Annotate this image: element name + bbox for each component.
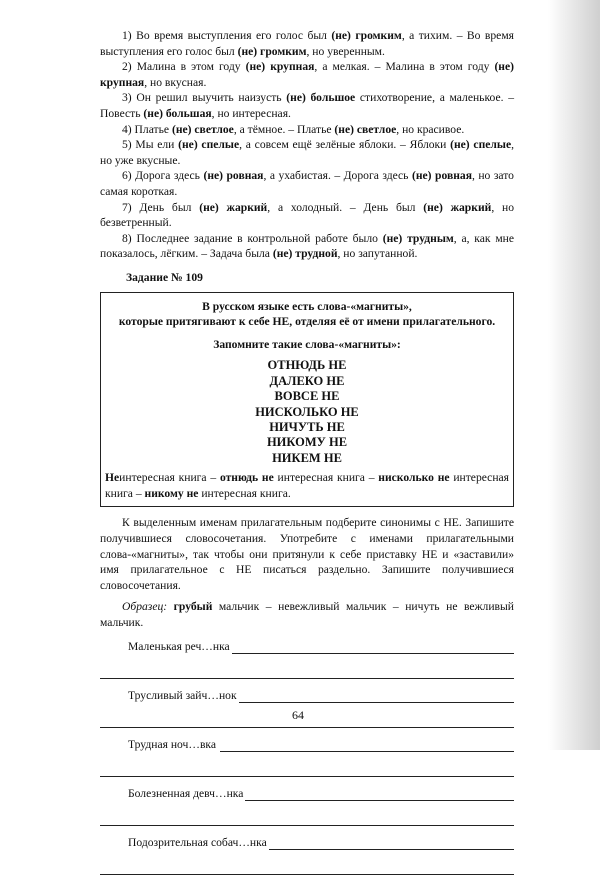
bold-phrase: (не) жаркий	[199, 200, 268, 214]
exercise-line[interactable]	[100, 785, 514, 802]
rule-line-1: В русском языке есть слова-«магниты»,	[202, 299, 412, 313]
task-title: Задание № 109	[126, 270, 203, 284]
rule-remember: Запомните такие слова-«магниты»:	[213, 337, 401, 351]
text-fragment: интересная книга –	[119, 471, 220, 485]
bold-phrase: нисколько не	[378, 471, 450, 485]
text-fragment: 2) Малина в этом году	[122, 60, 246, 74]
magnet-word: НИЧУТЬ НЕ	[269, 419, 345, 434]
page-number: 64	[292, 708, 304, 722]
text-fragment: 7) День был	[122, 200, 200, 214]
exercise-line[interactable]	[100, 736, 514, 753]
magnet-word: ДАЛЕКО НЕ	[269, 373, 345, 388]
text-fragment: интересная книга –	[273, 471, 379, 485]
text-fragment: , но запутанной.	[337, 247, 418, 261]
exercise-line[interactable]	[100, 638, 514, 655]
text-fragment: 5) Мы ели	[122, 138, 179, 152]
text-fragment: 6) Дорога здесь	[122, 169, 204, 183]
text-fragment: , а совсем ещё зелёные яблоки. – Яблоки	[239, 138, 451, 152]
magnet-word: ВОВСЕ НЕ	[274, 389, 340, 404]
text-fragment: , но красивое.	[396, 122, 465, 136]
exercise-prompt: Болезненная девч…нка	[128, 786, 244, 800]
text-fragment: интересная книга.	[198, 486, 291, 500]
exercise-prompt: Трусливый зайч…нок	[128, 688, 237, 702]
bold-phrase: (не) трудным	[382, 231, 454, 245]
text-fragment: стихотворение, а маленькое. – Повесть	[100, 91, 515, 120]
text-fragment: , но уверенным.	[306, 44, 385, 58]
sample-label: Образец:	[122, 600, 168, 614]
answer-underline	[220, 702, 514, 703]
bold-phrase: (не) крупная	[245, 60, 315, 74]
rule-line-2: которые притягивают к себе НЕ, отделяя её от имени прилагательного.	[118, 315, 496, 329]
text-fragment: , а тихим. – Во время выступления его голос был	[100, 29, 514, 58]
exercise-prompt: Трудная ноч…вка	[128, 737, 217, 751]
answer-line[interactable]	[100, 711, 514, 728]
page-edge-shadow	[548, 0, 600, 750]
bold-phrase: (не) жаркий	[423, 200, 492, 214]
bold-phrase: (не) крупная	[100, 60, 514, 89]
bold-phrase: Не	[105, 471, 120, 485]
bold-phrase: (не) громким	[331, 29, 402, 42]
bold-phrase: (не) громким	[237, 44, 307, 58]
answer-underline	[220, 653, 514, 654]
text-fragment: , но уже вкусные.	[100, 138, 515, 167]
answer-underline	[220, 800, 514, 801]
bold-phrase: (не) ровная	[411, 169, 472, 183]
magnet-word: ОТНЮДЬ НЕ	[267, 358, 347, 373]
magnet-word: НИКОМУ НЕ	[266, 435, 348, 450]
sample	[100, 599, 514, 630]
sentence-item	[100, 168, 514, 199]
bold-phrase: отнюдь не	[219, 471, 274, 485]
rule-box	[100, 292, 514, 508]
answer-line[interactable]	[100, 858, 514, 875]
bold-phrase: (не) светлое	[171, 122, 234, 136]
page-content	[100, 28, 514, 875]
text-fragment: интересная книга –	[105, 471, 510, 500]
bold-phrase: (не) спелые	[178, 138, 240, 152]
exercise-list	[100, 638, 514, 875]
text-fragment: , а мелкая. – Малина в этом году	[314, 60, 495, 74]
sample-adjective: грубый	[173, 600, 213, 614]
exercise-prompt: Подозрительная собач…нка	[128, 835, 267, 849]
sentence-item	[100, 59, 514, 90]
bold-phrase: (не) ровная	[203, 169, 264, 183]
exercise-prompt: Маленькая реч…нка	[128, 639, 230, 653]
text-fragment: , но интересная.	[211, 106, 291, 120]
text-fragment: , но вкусная.	[144, 75, 207, 89]
bold-phrase: (не) светлое	[334, 122, 397, 136]
text-fragment: 8) Последнее задание в контрольной работе было	[122, 231, 383, 245]
rule-example	[105, 470, 509, 501]
instruction-text: К выделенным именам прилагательным подберите синонимы с НЕ. Запишите получившиеся словосочетания. Употребите с именами прилагательными слова-«магниты», так чтобы они притянули к себе приставку НЕ и «заставили» имя прилагательное с НЕ писаться раздельно. Запишите получившиеся словосочетания.	[100, 516, 514, 592]
bold-phrase: (не) большое	[286, 91, 356, 105]
answer-underline	[220, 751, 514, 752]
sentences-list	[100, 28, 514, 262]
sentence-item	[100, 137, 514, 168]
sentence-item	[100, 200, 514, 231]
sentence-item	[100, 122, 514, 138]
text-fragment: , а холодный. – День был	[267, 200, 424, 214]
answer-line[interactable]	[100, 809, 514, 826]
text-fragment: 3) Он решил выучить наизусть	[122, 91, 287, 105]
sentence-item	[100, 90, 514, 121]
text-fragment: , а, как мне показалось, лёгким. – Задача была	[100, 231, 515, 261]
answer-line[interactable]	[100, 662, 514, 679]
bold-phrase: (не) большая	[143, 106, 212, 120]
exercise-line[interactable]	[100, 687, 514, 704]
text-fragment: , а тёмное. – Платье	[233, 122, 335, 136]
sentence-item	[100, 28, 514, 59]
text-fragment: , но зато самая короткая.	[100, 169, 514, 198]
text-fragment: 4) Платье	[122, 122, 172, 136]
magnet-word: НИСКОЛЬКО НЕ	[255, 404, 359, 419]
magnet-words	[105, 358, 509, 466]
bold-phrase: никому не	[144, 486, 199, 500]
sentence-item	[100, 231, 514, 262]
text-fragment: 1) Во время выступления его голос был	[122, 29, 332, 42]
exercise-line[interactable]	[100, 834, 514, 851]
text-fragment: , а ухабистая. – Дорога здесь	[263, 169, 412, 183]
sample-rest: мальчик – невежливый мальчик – ничуть не вежливый мальчик.	[100, 600, 515, 629]
bold-phrase: (не) спелые	[450, 138, 512, 152]
magnet-word: НИКЕМ НЕ	[272, 450, 342, 465]
text-fragment: , но безветренный.	[100, 200, 515, 230]
bold-phrase: (не) трудной	[272, 247, 338, 261]
answer-line[interactable]	[100, 760, 514, 777]
